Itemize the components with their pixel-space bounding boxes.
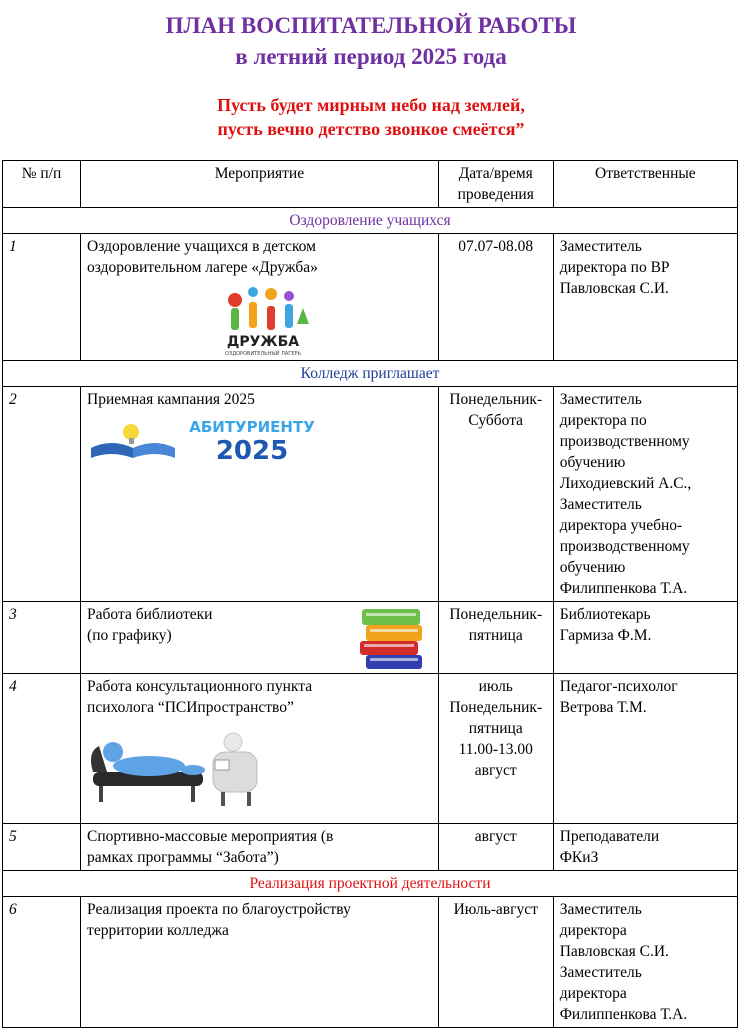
col-header-date: [438, 161, 553, 208]
date-cell: Июль-август: [438, 897, 553, 1028]
responsible-line: обучению: [559, 559, 626, 576]
responsible-cell: [553, 602, 737, 674]
responsible-line: Павловская С.И.: [559, 943, 669, 960]
page-subtitle: в летний период 2025 года: [235, 44, 507, 69]
responsible-line: директора по: [559, 412, 647, 429]
psychologist-session-image: [87, 722, 267, 812]
event-text-line: рамках программы “Забота”): [87, 849, 279, 866]
responsible-line: директора учебно-: [559, 517, 683, 534]
date-cell: [438, 602, 553, 674]
col-header-date-line1: Дата/время: [458, 165, 533, 182]
section-title: Реализация проектной деятельности: [3, 871, 738, 897]
row-number: 4: [3, 674, 81, 824]
table-row: [3, 824, 738, 871]
responsible-line: Заместитель: [559, 238, 642, 255]
responsible-line: Библиотекарь: [559, 606, 651, 623]
date-cell: 07.07-08.08: [438, 234, 553, 361]
col-header-event: Мероприятие: [81, 161, 439, 208]
responsible-cell: [553, 897, 737, 1028]
banner-top-text: АБИТУРИЕНТУ: [189, 418, 315, 436]
event-text-line: (по графику): [87, 627, 172, 644]
plan-table: [2, 160, 738, 1028]
table-row: [3, 897, 738, 1028]
event-cell: [81, 387, 439, 602]
date-cell: август: [438, 824, 553, 871]
col-header-date-line2: проведения: [457, 186, 534, 203]
date-line: пятница: [468, 720, 523, 737]
responsible-line: директора по ВР: [559, 259, 670, 276]
responsible-line: Филиппенкова Т.А.: [559, 580, 688, 597]
responsible-line: Заместитель: [559, 391, 642, 408]
responsible-line: производственному: [559, 433, 690, 450]
camp-logo-image: [213, 280, 313, 358]
applicant-banner-image: [87, 414, 347, 464]
date-cell: [438, 674, 553, 824]
table-header-row: [3, 161, 738, 208]
motto-line-2: пусть вечно детство звонкое смеётся”: [217, 119, 525, 139]
responsible-line: Заместитель: [559, 964, 642, 981]
date-line: Понедельник-: [449, 391, 543, 408]
date-line: пятница: [468, 627, 523, 644]
table-row: [3, 674, 738, 824]
books-image: [352, 603, 432, 673]
banner-year-text: 2025: [215, 436, 289, 464]
camp-logo-text: ДРУЖБА: [226, 334, 300, 350]
section-row: [3, 871, 738, 897]
row-number: 3: [3, 602, 81, 674]
motto-line-1: Пусть будет мирным небо над землей,: [217, 95, 525, 115]
responsible-line: Заместитель: [559, 901, 642, 918]
row-number: 1: [3, 234, 81, 361]
responsible-line: Педагог-психолог: [559, 678, 678, 695]
section-title: Колледж приглашает: [3, 361, 738, 387]
col-header-num: № п/п: [3, 161, 81, 208]
date-cell: [438, 387, 553, 602]
row-number: 2: [3, 387, 81, 602]
responsible-line: ФКиЗ: [559, 849, 599, 866]
event-text-line: Работа консультационного пункта: [87, 678, 313, 695]
event-text-line: оздоровительном лагере «Дружба»: [87, 259, 318, 276]
date-line: Суббота: [468, 412, 524, 429]
responsible-line: Филиппенкова Т.А.: [559, 1006, 688, 1023]
section-row: [3, 361, 738, 387]
camp-logo-subtext: ОЗДОРОВИТЕЛЬНЫЙ ЛАГЕРЬ: [225, 351, 301, 357]
section-title: Оздоровление учащихся: [3, 208, 738, 234]
responsible-line: Ветрова Т.М.: [559, 699, 647, 716]
responsible-cell: [553, 234, 737, 361]
responsible-line: директора: [559, 922, 627, 939]
date-line: июль: [478, 678, 513, 695]
responsible-cell: [553, 674, 737, 824]
event-cell: [81, 234, 439, 361]
responsible-cell: [553, 824, 737, 871]
responsible-line: директора: [559, 985, 627, 1002]
row-number: 5: [3, 824, 81, 871]
date-line: Понедельник-: [449, 606, 543, 623]
page-title: ПЛАН ВОСПИТАТЕЛЬНОЙ РАБОТЫ: [165, 13, 577, 38]
date-line: 11.00-13.00: [458, 741, 533, 758]
responsible-line: Павловская С.И.: [559, 280, 669, 297]
responsible-line: Гармиза Ф.М.: [559, 627, 652, 644]
table-row: [3, 387, 738, 602]
date-line: август: [474, 762, 517, 779]
event-cell: [81, 824, 439, 871]
responsible-line: Лиходиевский А.С.,: [559, 475, 692, 492]
event-text-line: Приемная кампания 2025: [87, 391, 255, 408]
event-text-line: Оздоровление учащихся в детском: [87, 238, 316, 255]
date-line: Понедельник-: [449, 699, 543, 716]
event-cell: [81, 897, 439, 1028]
responsible-line: производственному: [559, 538, 690, 555]
event-text-line: территории колледжа: [87, 922, 229, 939]
section-row: [3, 208, 738, 234]
responsible-line: Заместитель: [559, 496, 642, 513]
table-row: [3, 234, 738, 361]
col-header-responsible: Ответственные: [553, 161, 737, 208]
responsible-cell: [553, 387, 737, 602]
event-text-line: Работа библиотеки: [87, 606, 213, 623]
event-cell: [81, 602, 439, 674]
responsible-line: Преподаватели: [559, 828, 660, 845]
event-text-line: Спортивно-массовые мероприятия (в: [87, 828, 334, 845]
table-row: [3, 602, 738, 674]
responsible-line: обучению: [559, 454, 626, 471]
row-number: 6: [3, 897, 81, 1028]
event-text-line: психолога “ПСИпространство”: [87, 699, 294, 716]
event-text-line: Реализация проекта по благоустройству: [87, 901, 351, 918]
event-cell: [81, 674, 439, 824]
